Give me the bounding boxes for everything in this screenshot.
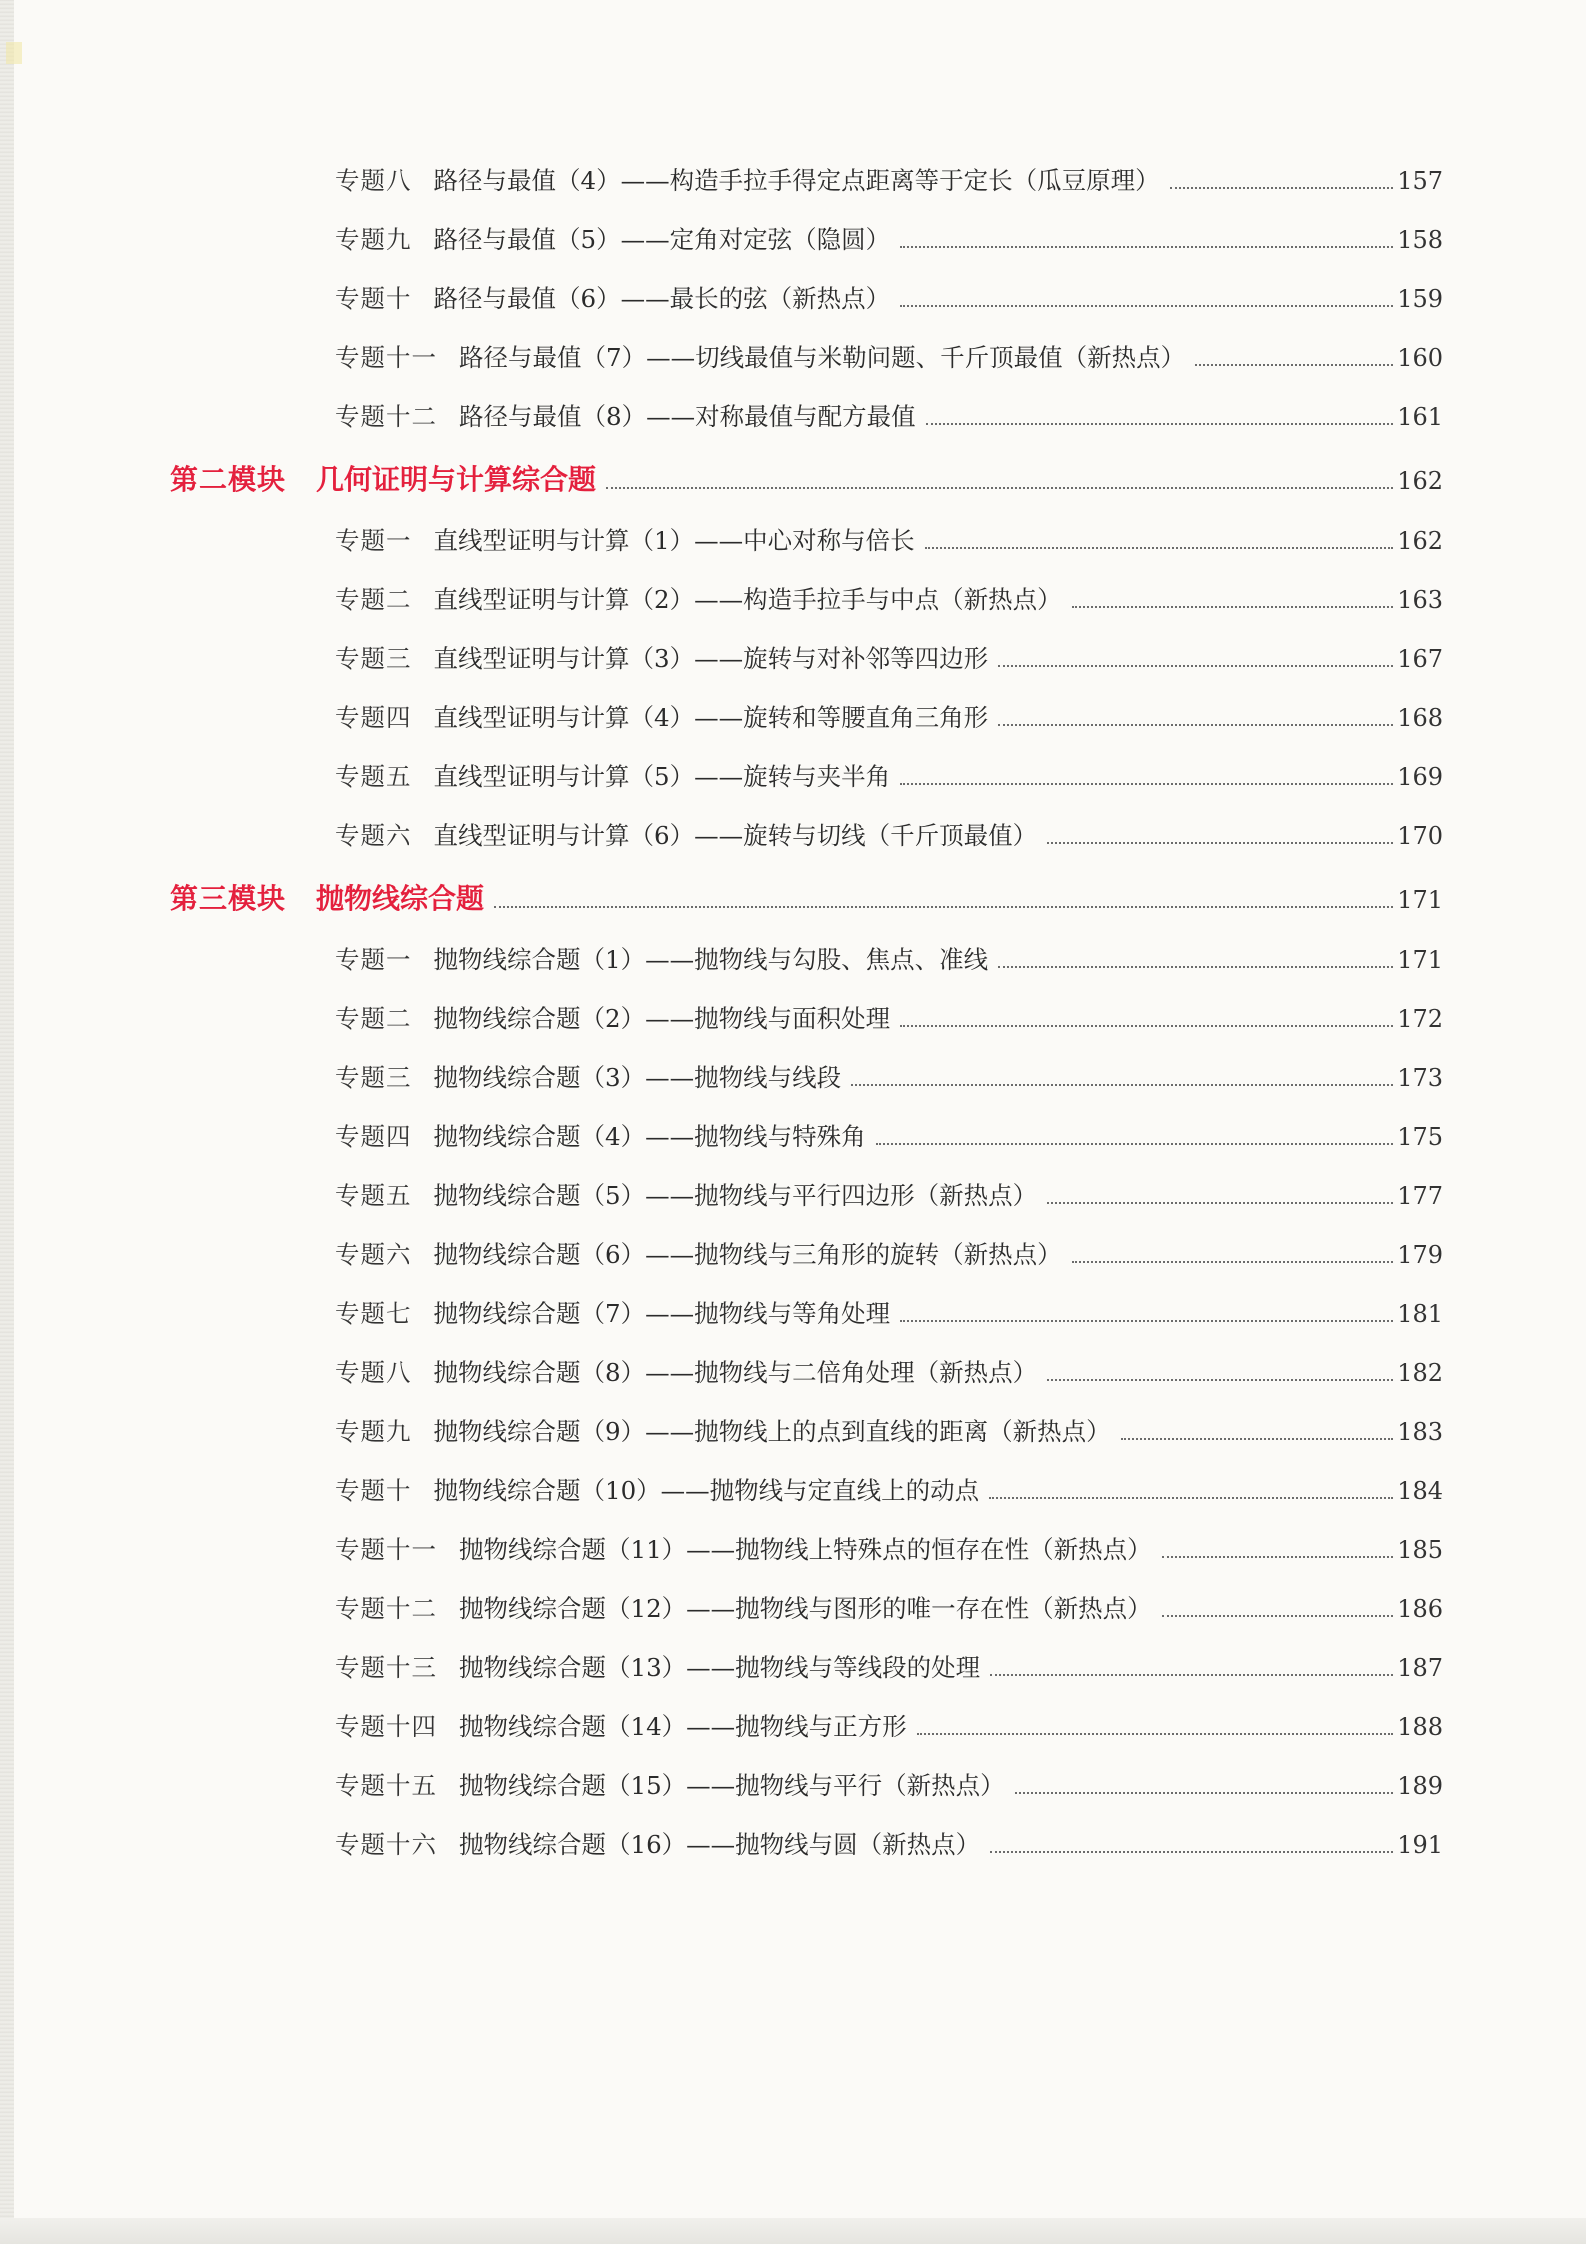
page-number: 163 [1397,586,1443,614]
topic-title: 抛物线综合题（1）——抛物线与勾股、焦点、准线 [433,945,989,974]
page-number: 182 [1397,1359,1443,1387]
page-binding-edge [0,0,14,2244]
corner-mark [6,42,22,64]
topic-label: 专题十五 [335,1771,437,1800]
topic-label: 专题九 [335,1417,412,1446]
toc-topic-entry[interactable] [335,1593,1443,1625]
topic-title: 抛物线综合题（14）——抛物线与正方形 [459,1712,907,1741]
toc-topic-entry[interactable] [335,1770,1443,1802]
topic-label: 专题八 [335,166,412,195]
toc-topic-entry[interactable] [335,1652,1443,1684]
toc-topic-entry[interactable] [335,1003,1443,1035]
page-number: 158 [1397,226,1443,254]
toc-topic-entry[interactable] [335,702,1443,734]
topic-label: 专题八 [335,1358,412,1387]
topic-title: 抛物线综合题（7）——抛物线与等角处理 [433,1299,891,1328]
topic-title: 抛物线综合题（2）——抛物线与面积处理 [433,1004,891,1033]
topic-label: 专题五 [335,762,412,791]
page-number: 188 [1397,1713,1443,1741]
toc-module-entry[interactable] [170,881,1443,918]
toc-topic-entry[interactable] [335,1534,1443,1566]
dot-leader [851,1084,1393,1086]
topic-label: 专题二 [335,585,412,614]
dot-leader [876,1143,1394,1145]
toc-module-entry[interactable] [170,462,1443,499]
topic-label: 专题一 [335,526,412,555]
page-number: 167 [1397,645,1443,673]
topic-label: 专题十一 [335,343,437,372]
toc-topic-entry[interactable] [335,1298,1443,1330]
dot-leader [998,966,1393,968]
dot-leader [900,783,1393,785]
topic-title: 路径与最值（5）——定角对定弦（隐圆） [433,225,891,254]
page-number: 184 [1397,1477,1443,1505]
topic-label: 专题十六 [335,1830,437,1859]
toc-topic-entry[interactable] [335,1416,1443,1448]
topic-label: 专题十四 [335,1712,437,1741]
topic-label: 专题三 [335,1063,412,1092]
topic-title: 抛物线综合题（8）——抛物线与二倍角处理（新热点） [433,1358,1038,1387]
topic-title: 抛物线综合题（11）——抛物线上特殊点的恒存在性（新热点） [459,1535,1152,1564]
dot-leader [1162,1615,1394,1617]
topic-label: 专题四 [335,1122,412,1151]
topic-title: 直线型证明与计算（6）——旋转与切线（千斤顶最值） [433,821,1038,850]
page-number: 177 [1397,1182,1443,1210]
dot-leader [925,547,1394,549]
toc-topic-entry[interactable] [335,525,1443,557]
dot-leader [900,246,1393,248]
topic-label: 专题十二 [335,402,437,431]
toc-topic-entry[interactable] [335,1062,1443,1094]
page-number: 162 [1397,467,1443,495]
module-title: 几何证明与计算综合题 [316,463,597,496]
toc-topic-entry[interactable] [335,1180,1443,1212]
dot-leader [1195,364,1393,366]
dot-leader [1121,1438,1394,1440]
toc-topic-entry[interactable] [335,283,1443,315]
topic-label: 专题六 [335,821,412,850]
module-label: 第三模块 [170,882,287,915]
topic-label: 专题十一 [335,1535,437,1564]
dot-leader [917,1733,1394,1735]
dot-leader [1047,1202,1393,1204]
dot-leader [900,1025,1393,1027]
topic-title: 抛物线综合题（12）——抛物线与图形的唯一存在性（新热点） [459,1594,1152,1623]
topic-title: 直线型证明与计算（3）——旋转与对补邻等四边形 [433,644,989,673]
toc-topic-entry[interactable] [335,1711,1443,1743]
dot-leader [989,1497,1393,1499]
page-number: 171 [1397,886,1443,914]
toc-topic-entry[interactable] [335,224,1443,256]
toc-topic-entry[interactable] [335,761,1443,793]
toc-topic-entry[interactable] [335,401,1443,433]
page-number: 185 [1397,1536,1443,1564]
dot-leader [606,487,1393,489]
toc-topic-entry[interactable] [335,820,1443,852]
dot-leader [1170,187,1394,189]
topic-label: 专题十 [335,284,412,313]
page-number: 191 [1397,1831,1443,1859]
topic-label: 专题一 [335,945,412,974]
topic-label: 专题三 [335,644,412,673]
page-bottom-strip [0,2218,1586,2244]
topic-title: 抛物线综合题（3）——抛物线与线段 [433,1063,842,1092]
topic-title: 路径与最值（7）——切线最值与米勒问题、千斤顶最值（新热点） [459,343,1186,372]
dot-leader [1047,1379,1393,1381]
dot-leader [1072,1261,1394,1263]
topic-title: 抛物线综合题（9）——抛物线上的点到直线的距离（新热点） [433,1417,1111,1446]
module-label: 第二模块 [170,463,287,496]
page-number: 170 [1397,822,1443,850]
page-number: 159 [1397,285,1443,313]
topic-title: 抛物线综合题（15）——抛物线与平行（新热点） [459,1771,1005,1800]
topic-label: 专题二 [335,1004,412,1033]
topic-title: 抛物线综合题（5）——抛物线与平行四边形（新热点） [433,1181,1038,1210]
page-number: 179 [1397,1241,1443,1269]
topic-title: 直线型证明与计算（5）——旋转与夹半角 [433,762,891,791]
page-number: 162 [1397,527,1443,555]
dot-leader [990,1851,1393,1853]
page-number: 172 [1397,1005,1443,1033]
dot-leader [1072,606,1394,608]
toc-topic-entry[interactable] [335,1121,1443,1153]
topic-label: 专题九 [335,225,412,254]
topic-title: 直线型证明与计算（4）——旋转和等腰直角三角形 [433,703,989,732]
toc-topic-entry[interactable] [335,1239,1443,1271]
topic-title: 抛物线综合题（10）——抛物线与定直线上的动点 [433,1476,980,1505]
toc-topic-entry[interactable] [335,165,1443,197]
dot-leader [1047,842,1393,844]
topic-title: 抛物线综合题（6）——抛物线与三角形的旋转（新热点） [433,1240,1062,1269]
topic-title: 直线型证明与计算（2）——构造手拉手与中点（新热点） [433,585,1062,614]
topic-title: 抛物线综合题（13）——抛物线与等线段的处理 [459,1653,981,1682]
toc-topic-entry[interactable] [335,1475,1443,1507]
toc-topic-entry[interactable] [335,1357,1443,1389]
topic-label: 专题五 [335,1181,412,1210]
page-number: 173 [1397,1064,1443,1092]
page-number: 157 [1397,167,1443,195]
dot-leader [1015,1792,1394,1794]
topic-title: 抛物线综合题（16）——抛物线与圆（新热点） [459,1830,981,1859]
topic-label: 专题六 [335,1240,412,1269]
dot-leader [900,305,1393,307]
topic-title: 路径与最值（6）——最长的弦（新热点） [433,284,891,313]
toc-topic-entry[interactable] [335,342,1443,374]
page-number: 169 [1397,763,1443,791]
toc-topic-entry[interactable] [335,944,1443,976]
topic-title: 直线型证明与计算（1）——中心对称与倍长 [433,526,915,555]
topic-title: 路径与最值（4）——构造手拉手得定点距离等于定长（瓜豆原理） [433,166,1160,195]
topic-label: 专题七 [335,1299,412,1328]
page-number: 187 [1397,1654,1443,1682]
dot-leader [900,1320,1393,1322]
topic-label: 专题十 [335,1476,412,1505]
dot-leader [990,1674,1393,1676]
page-number: 181 [1397,1300,1443,1328]
toc-topic-entry[interactable] [335,643,1443,675]
page-number: 183 [1397,1418,1443,1446]
dot-leader [1162,1556,1394,1558]
page-number: 189 [1397,1772,1443,1800]
topic-label: 专题十二 [335,1594,437,1623]
page-number: 168 [1397,704,1443,732]
topic-title: 抛物线综合题（4）——抛物线与特殊角 [433,1122,866,1151]
dot-leader [494,906,1393,908]
toc-topic-entry[interactable] [335,584,1443,616]
dot-leader [998,724,1393,726]
dot-leader [998,665,1393,667]
topic-label: 专题四 [335,703,412,732]
toc-topic-entry[interactable] [335,1829,1443,1861]
page-number: 175 [1397,1123,1443,1151]
module-title: 抛物线综合题 [316,882,485,915]
page-number: 160 [1397,344,1443,372]
page-number: 171 [1397,946,1443,974]
page-number: 161 [1397,403,1443,431]
dot-leader [926,423,1394,425]
topic-label: 专题十三 [335,1653,437,1682]
page-number: 186 [1397,1595,1443,1623]
topic-title: 路径与最值（8）——对称最值与配方最值 [459,402,916,431]
